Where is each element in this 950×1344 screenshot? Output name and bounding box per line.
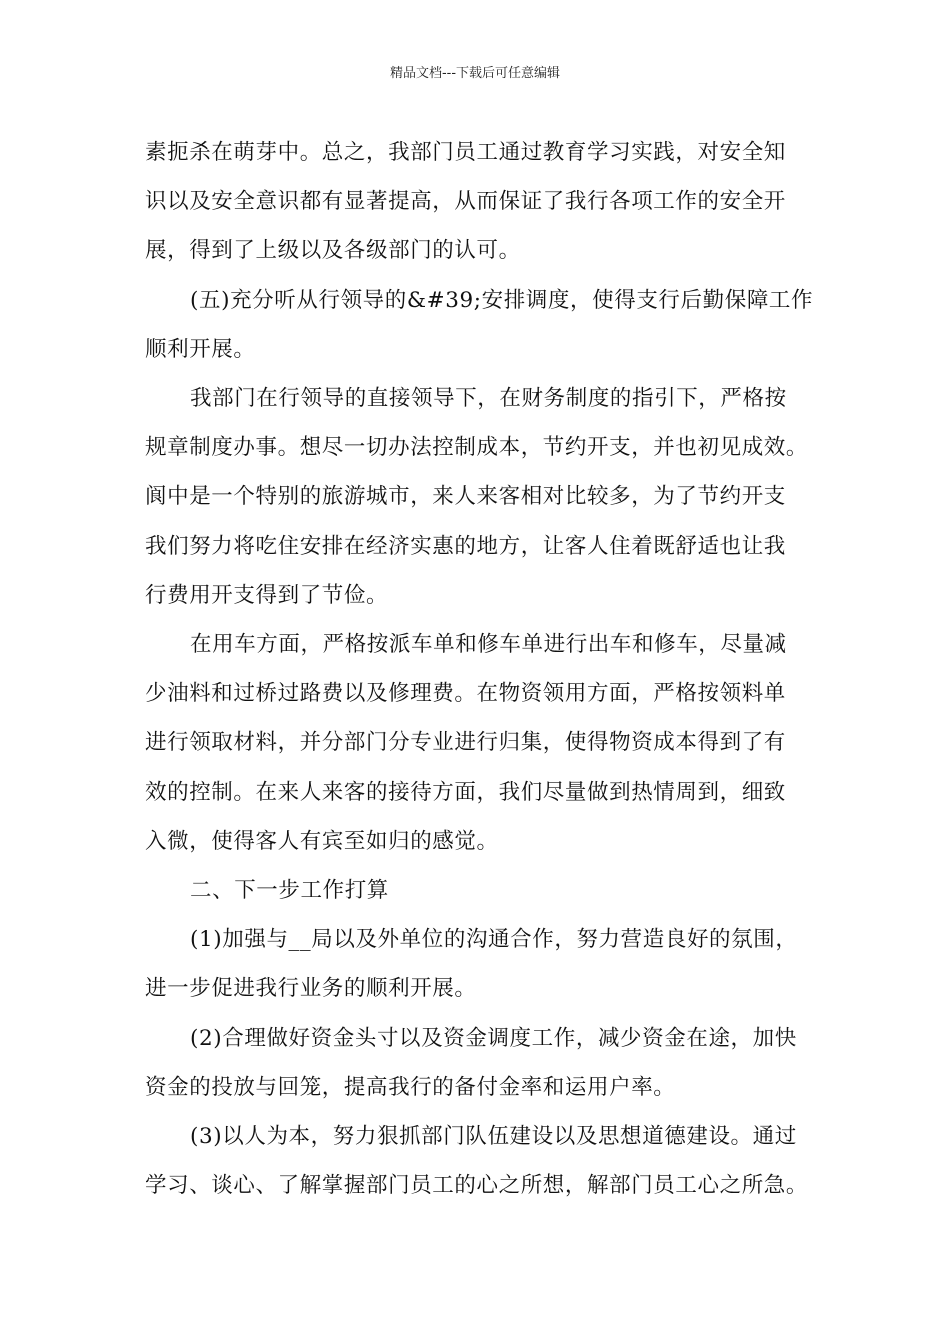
paragraph	[145, 1014, 835, 1112]
text-line: 资金的投放与回笼，提高我行的备付金率和运用户率。	[145, 1074, 676, 1100]
text-line: 进行领取材料，并分部门分专业进行归集，使得物资成本得到了有	[145, 730, 786, 756]
text-line: (五)充分听从行领导的&#39;安排调度，使得支行后勤保障工作	[190, 287, 814, 313]
text-line: 阆中是一个特别的旅游城市，来人来客相对比较多，为了节约开支	[145, 484, 786, 510]
text-line: 在用车方面，严格按派车单和修车单进行出车和修车，尽量减	[190, 632, 787, 658]
text-line: 学习、谈心、了解掌握部门员工的心之所想，解部门员工心之所急。	[145, 1173, 809, 1199]
paragraph	[145, 1112, 835, 1210]
text-line: 二、下一步工作打算	[190, 878, 389, 904]
text-line: (1)加强与__局以及外单位的沟通合作，努力营造良好的氛围，	[190, 927, 798, 953]
text-line: 行费用开支得到了节俭。	[145, 582, 389, 608]
text-line: 我部门在行领导的直接领导下，在财务制度的指引下，严格按	[190, 386, 787, 412]
text-line: 素扼杀在萌芽中。总之，我部门员工通过教育学习实践，对安全知	[145, 140, 786, 165]
page-header: 精品文档---下载后可任意编辑	[389, 66, 561, 81]
text-line: 进一步促进我行业务的顺利开展。	[145, 976, 477, 1002]
text-line: 展，得到了上级以及各级部门的认可。	[145, 238, 521, 264]
section-heading	[145, 866, 835, 915]
paragraph	[145, 374, 835, 620]
paragraph	[145, 620, 835, 866]
text-line: 识以及安全意识都有显著提高，从而保证了我行各项工作的安全开	[145, 189, 786, 215]
text-line: 我们努力将吃住安排在经济实惠的地方，让客人住着既舒适也让我	[145, 533, 786, 559]
text-line: (3)以人为本，努力狠抓部门队伍建设以及思想道德建设。通过	[190, 1124, 797, 1150]
paragraph	[145, 915, 835, 1013]
text-line: 顺利开展。	[145, 336, 256, 362]
paragraph	[145, 276, 835, 374]
text-line: (2)合理做好资金头寸以及资金调度工作，减少资金在途，加快	[190, 1025, 797, 1051]
text-line: 入微，使得客人有宾至如归的感觉。	[145, 828, 499, 854]
text-line: 效的控制。在来人来客的接待方面，我们尽量做到热情周到，细致	[145, 779, 786, 805]
document-body	[145, 128, 835, 1210]
paragraph	[145, 128, 835, 276]
text-line: 少油料和过桥过路费以及修理费。在物资领用方面，严格按领料单	[145, 681, 786, 707]
text-line: 规章制度办事。想尽一切办法控制成本，节约开支，并也初见成效。	[145, 435, 809, 461]
